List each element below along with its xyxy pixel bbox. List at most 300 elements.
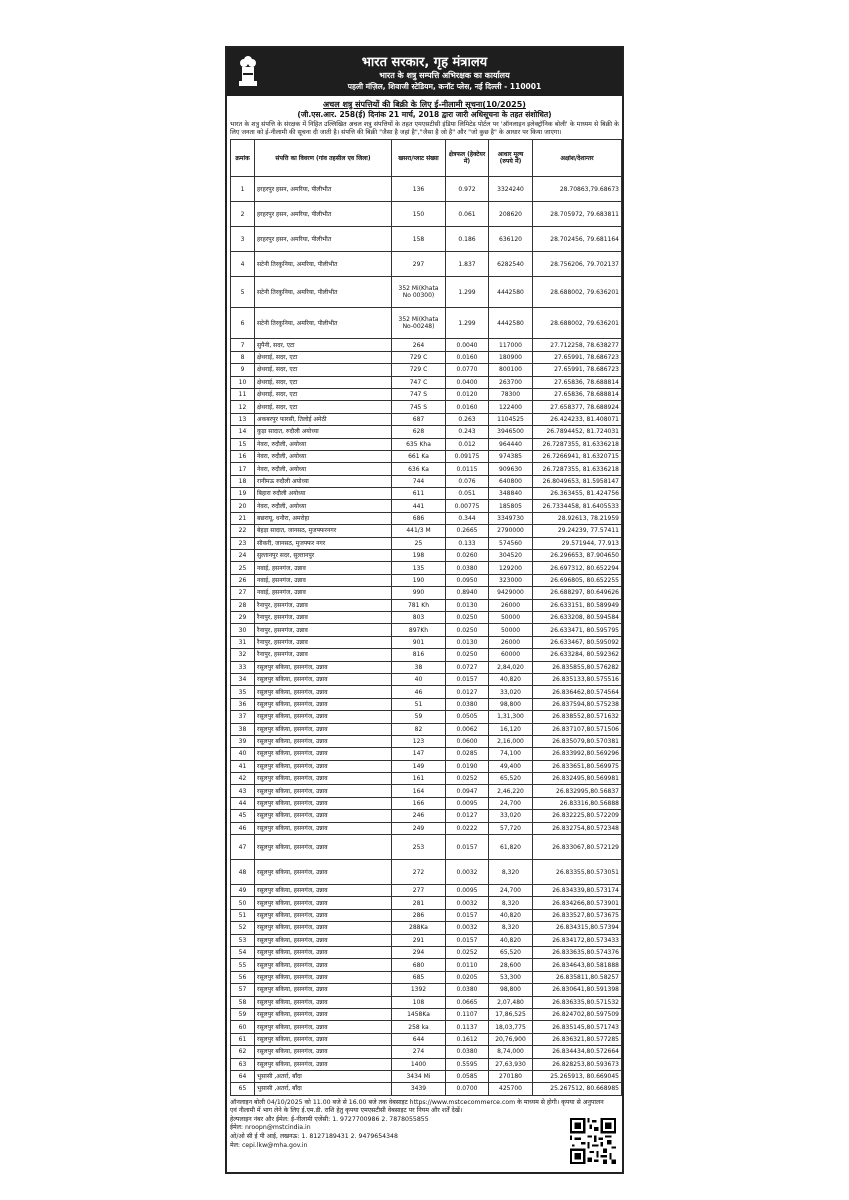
cell-property-description: रैनापुर, हसनगंज, उन्नाव — [255, 649, 392, 661]
table-row — [231, 1021, 622, 1033]
cell-coordinates: 26.828253,80.593673 — [533, 1058, 622, 1070]
cell-area: 0.1612 — [446, 1033, 489, 1045]
cell-plot-number: 288Ka — [392, 922, 446, 934]
cell-base-price: 74,100 — [489, 748, 533, 760]
table-row — [231, 587, 622, 599]
table-row — [231, 488, 622, 500]
cell-plot-number: 1458Ka — [392, 1008, 446, 1020]
cell-property-description: रसूलपुर बकिया, हसनगंज, उन्नाव — [255, 922, 392, 934]
cell-property-description: रसूलपुर बकिया, हसनगंज, उन्नाव — [255, 661, 392, 673]
cell-base-price: 18,03,775 — [489, 1021, 533, 1033]
cell-base-price: 24,700 — [489, 885, 533, 897]
cell-area: 0.0250 — [446, 624, 489, 636]
cell-base-price: 323000 — [489, 574, 533, 586]
cell-base-price: 122400 — [489, 401, 533, 413]
cell-area: 0.09175 — [446, 450, 489, 462]
cell-area: 0.0600 — [446, 735, 489, 747]
table-row — [231, 649, 622, 661]
table-row — [231, 723, 622, 735]
cell-plot-number: 3439 — [392, 1083, 446, 1095]
cell-area: 0.0127 — [446, 686, 489, 698]
cell-area: 0.0095 — [446, 797, 489, 809]
cell-base-price: 2,84,020 — [489, 661, 533, 673]
cell-property-description: बिहारा रुदौली अयोध्या — [255, 488, 392, 500]
cell-area: 0.2665 — [446, 525, 489, 537]
table-row — [231, 438, 622, 450]
cell-property-description: रैनापुर, हसनगंज, उन्नाव — [255, 599, 392, 611]
table-row — [231, 822, 622, 834]
cell-coordinates: 26.833992,80.569296 — [533, 748, 622, 760]
table-row — [231, 1046, 622, 1058]
cell-area: 0.0157 — [446, 934, 489, 946]
cell-plot-number: 108 — [392, 996, 446, 1008]
table-row — [231, 711, 622, 723]
table-row — [231, 698, 622, 710]
notice-subtitle: (जी.एस.आर. 258(ई) दिनांक 21 मार्च, 2018 द्वारा जारी अधिसूचना के तहत संशोधित) — [297, 110, 552, 119]
cell-serial-number: 50 — [231, 897, 255, 909]
cell-area: 0.1107 — [446, 1008, 489, 1020]
cell-area: 0.263 — [446, 413, 489, 425]
cell-serial-number: 7 — [231, 339, 255, 351]
cell-plot-number: 611 — [392, 488, 446, 500]
cell-plot-number: 147 — [392, 748, 446, 760]
table-row — [231, 1033, 622, 1045]
cell-area: 0.012 — [446, 438, 489, 450]
helpline-email: ईमेल: nroopn@mstcindia.in — [230, 1124, 311, 1132]
cell-area: 0.0130 — [446, 599, 489, 611]
cell-coordinates: 26.7287355, 81.6336218 — [533, 463, 622, 475]
cell-plot-number: 246 — [392, 810, 446, 822]
cell-serial-number: 17 — [231, 463, 255, 475]
table-row — [231, 227, 622, 252]
cell-base-price: 636120 — [489, 227, 533, 252]
cell-plot-number: 253 — [392, 835, 446, 860]
cell-coordinates: 26.424233, 81.408071 — [533, 413, 622, 425]
cell-coordinates: 26.833527,80.573675 — [533, 909, 622, 921]
cell-property-description: रसूलपुर बकिया, हसनगंज, उन्नाव — [255, 835, 392, 860]
cell-plot-number: 729 C — [392, 364, 446, 376]
cell-base-price: 65,520 — [489, 773, 533, 785]
cell-base-price: 208620 — [489, 202, 533, 227]
cell-serial-number: 48 — [231, 860, 255, 885]
cell-plot-number: 46 — [392, 686, 446, 698]
cell-plot-number: 744 — [392, 475, 446, 487]
cell-plot-number: 352 Mi(Khata No-00248) — [392, 308, 446, 339]
cell-property-description: नेवरा, रुदौली, अयोध्या — [255, 450, 392, 462]
cell-area: 0.0120 — [446, 388, 489, 400]
cell-base-price: 8,74,000 — [489, 1046, 533, 1058]
cell-plot-number: 82 — [392, 723, 446, 735]
cell-coordinates: 28.702456, 79.681164 — [533, 227, 622, 252]
cell-property-description: हरहरपुर हसन, अमरिया, पीलीभीत — [255, 227, 392, 252]
cell-area: 0.076 — [446, 475, 489, 487]
cell-coordinates: 26.836321,80.577285 — [533, 1033, 622, 1045]
cell-coordinates: 26.363455, 81.424756 — [533, 488, 622, 500]
cell-coordinates: 26.835133,80.575516 — [533, 673, 622, 685]
cell-base-price: 129200 — [489, 562, 533, 574]
cell-coordinates: 26.833651,80.569975 — [533, 760, 622, 772]
cell-property-description: रसूलपुर बकिया, हसनगंज, उन्नाव — [255, 735, 392, 747]
cell-base-price: 1104525 — [489, 413, 533, 425]
cell-property-description: क्षेथराई, सदर, एटा — [255, 376, 392, 388]
cell-coordinates: 27.712258, 78.638277 — [533, 339, 622, 351]
cell-coordinates: 26.296653, 87.904650 — [533, 550, 622, 562]
cell-plot-number: 40 — [392, 673, 446, 685]
cell-property-description: भुसासी ,अतर्रा, बाँदा — [255, 1070, 392, 1082]
cell-area: 0.0040 — [446, 339, 489, 351]
cell-base-price: 6282540 — [489, 252, 533, 277]
cell-base-price: 270180 — [489, 1070, 533, 1082]
cell-base-price: 263700 — [489, 376, 533, 388]
cell-serial-number: 58 — [231, 996, 255, 1008]
cell-plot-number: 441 — [392, 500, 446, 512]
cell-plot-number: 281 — [392, 897, 446, 909]
notice-footer — [227, 1096, 622, 1151]
cell-area: 0.0380 — [446, 562, 489, 574]
cell-serial-number: 49 — [231, 885, 255, 897]
cell-coordinates: 26.836462,80.574564 — [533, 686, 622, 698]
cell-property-description: हरहरपुर हसन, अमरिया, पीलीभीत — [255, 177, 392, 202]
cell-coordinates: 26.697312, 80.652294 — [533, 562, 622, 574]
cell-coordinates: 28.688002, 79.636201 — [533, 277, 622, 308]
cell-base-price: 3324240 — [489, 177, 533, 202]
table-row — [231, 773, 622, 785]
cell-area: 0.0400 — [446, 376, 489, 388]
cell-plot-number: 747 S — [392, 388, 446, 400]
cell-coordinates: 26.633467, 80.595092 — [533, 636, 622, 648]
cell-coordinates: 26.836335,80.571532 — [533, 996, 622, 1008]
cell-area: 0.972 — [446, 177, 489, 202]
table-row — [231, 1058, 622, 1070]
cell-coordinates: 28.70863,79.68673 — [533, 177, 622, 202]
cell-plot-number: 635 Kha — [392, 438, 446, 450]
cell-base-price: 2790000 — [489, 525, 533, 537]
cell-serial-number: 16 — [231, 450, 255, 462]
cell-serial-number: 64 — [231, 1070, 255, 1082]
cell-property-description: रैनापुर, हसनगंज, उन्नाव — [255, 612, 392, 624]
cell-coordinates: 26.837107,80.571506 — [533, 723, 622, 735]
cell-base-price: 8,320 — [489, 897, 533, 909]
cell-coordinates: 29.24239, 77.57411 — [533, 525, 622, 537]
cell-serial-number: 59 — [231, 1008, 255, 1020]
cell-area: 0.0252 — [446, 773, 489, 785]
cell-area: 0.0032 — [446, 860, 489, 885]
cell-property-description: रैनापुर, हसनगंज, उन्नाव — [255, 636, 392, 648]
cell-plot-number: 644 — [392, 1033, 446, 1045]
cell-plot-number: 272 — [392, 860, 446, 885]
cell-property-description: रसूलपुर बकिया, हसनगंज, उन्नाव — [255, 1033, 392, 1045]
cell-area: 0.0110 — [446, 959, 489, 971]
cell-area: 0.051 — [446, 488, 489, 500]
table-row — [231, 810, 622, 822]
cell-serial-number: 20 — [231, 500, 255, 512]
cell-property-description: रसूलपुर बकिया, हसनगंज, उन्नाव — [255, 860, 392, 885]
cell-plot-number: 166 — [392, 797, 446, 809]
cell-property-description: बछरायू, धनौरा, अमरोहा — [255, 512, 392, 524]
cell-serial-number: 55 — [231, 959, 255, 971]
cell-base-price: 2,16,000 — [489, 735, 533, 747]
cell-base-price: 57,720 — [489, 822, 533, 834]
table-row — [231, 413, 622, 425]
cell-coordinates: 26.835855,80.576282 — [533, 661, 622, 673]
helpline-text: हेल्पलाइन नंबर और ईमेल: ई-नीलामी एजेंसी: 1. 9727700986 2. 7878055855 — [230, 1115, 429, 1123]
cell-plot-number: 901 — [392, 636, 446, 648]
cell-serial-number: 13 — [231, 413, 255, 425]
table-row — [231, 426, 622, 438]
cell-plot-number: 1400 — [392, 1058, 446, 1070]
cell-base-price: 40,820 — [489, 673, 533, 685]
cell-base-price: 964440 — [489, 438, 533, 450]
cell-plot-number: 729 C — [392, 351, 446, 363]
cell-area: 0.0157 — [446, 909, 489, 921]
table-row — [231, 673, 622, 685]
cell-area: 0.0250 — [446, 612, 489, 624]
cell-property-description: सटेनी तिरकुनिया, अमरिया, पीलीभीत — [255, 308, 392, 339]
cell-base-price: 425700 — [489, 1083, 533, 1095]
cell-property-description: रसूलपुर बकिया, हसनगंज, उन्नाव — [255, 698, 392, 710]
cell-property-description: रसूलपुर बकिया, हसनगंज, उन्नाव — [255, 909, 392, 921]
cell-serial-number: 51 — [231, 909, 255, 921]
table-row — [231, 550, 622, 562]
cell-area: 0.8940 — [446, 587, 489, 599]
cell-plot-number: 149 — [392, 760, 446, 772]
col-header-coordinates: अक्षांश/देशान्तर — [533, 140, 622, 177]
cell-area: 0.0205 — [446, 971, 489, 983]
table-row — [231, 308, 622, 339]
cell-area: 0.0585 — [446, 1070, 489, 1082]
cell-coordinates: 26.7894452, 81.724031 — [533, 426, 622, 438]
cell-serial-number: 5 — [231, 277, 255, 308]
cell-area: 0.0380 — [446, 1046, 489, 1058]
table-row — [231, 475, 622, 487]
cell-plot-number: 51 — [392, 698, 446, 710]
cell-plot-number: 264 — [392, 339, 446, 351]
cell-coordinates: 26.830641,80.591398 — [533, 984, 622, 996]
cell-plot-number: 3434 Mi — [392, 1070, 446, 1082]
cell-property-description: रसूलपुर बकिया, हसनगंज, उन्नाव — [255, 959, 392, 971]
cell-area: 0.0130 — [446, 636, 489, 648]
cell-coordinates: 28.705972, 79.683811 — [533, 202, 622, 227]
table-header-row — [231, 140, 622, 177]
table-row — [231, 537, 622, 549]
cell-base-price: 117000 — [489, 339, 533, 351]
cell-property-description: नेवरा, रुदौली, अयोध्या — [255, 438, 392, 450]
table-row — [231, 686, 622, 698]
table-row — [231, 922, 622, 934]
cell-coordinates: 26.8049653, 81.5958147 — [533, 475, 622, 487]
col-header-area: क्षेत्रफल (हेक्टेयर में) — [446, 140, 489, 177]
cell-serial-number: 43 — [231, 785, 255, 797]
cell-serial-number: 8 — [231, 351, 255, 363]
table-row — [231, 946, 622, 958]
cell-serial-number: 40 — [231, 748, 255, 760]
table-row — [231, 512, 622, 524]
table-row — [231, 760, 622, 772]
cell-area: 0.0032 — [446, 897, 489, 909]
cell-property-description: रसूलपुर बकिया, हसनगंज, उन्नाव — [255, 711, 392, 723]
cell-plot-number: 136 — [392, 177, 446, 202]
cell-coordinates: 26.834434,80.572664 — [533, 1046, 622, 1058]
cell-area: 1.299 — [446, 308, 489, 339]
cell-base-price: 348840 — [489, 488, 533, 500]
cell-coordinates: 26.838552,80.571632 — [533, 711, 622, 723]
cell-serial-number: 30 — [231, 624, 255, 636]
table-row — [231, 463, 622, 475]
cell-plot-number: 816 — [392, 649, 446, 661]
cell-property-description: नवाई, हसनगंज, उन्नाव — [255, 587, 392, 599]
cell-plot-number: 249 — [392, 822, 446, 834]
cell-plot-number: 277 — [392, 885, 446, 897]
cell-coordinates: 26.835079,80.570381 — [533, 735, 622, 747]
cell-property-description: क्षेथराई, सदर, एटा — [255, 364, 392, 376]
cell-property-description: रसूलपुर बकिया, हसनगंज, उन्नाव — [255, 673, 392, 685]
cell-coordinates: 27.658377, 78.688924 — [533, 401, 622, 413]
table-row — [231, 500, 622, 512]
cell-property-description: सीकरी, जानसठ, मुजफ्फर नगर — [255, 537, 392, 549]
cell-base-price: 8,320 — [489, 922, 533, 934]
cell-property-description: क्षेथराई, सदर, एटा — [255, 388, 392, 400]
cell-serial-number: 53 — [231, 934, 255, 946]
cell-coordinates: 28.756206, 79.702137 — [533, 252, 622, 277]
cell-base-price: 800100 — [489, 364, 533, 376]
cell-serial-number: 12 — [231, 401, 255, 413]
cell-plot-number: 158 — [392, 227, 446, 252]
cell-base-price: 26000 — [489, 636, 533, 648]
table-row — [231, 277, 622, 308]
auction-info: ऑनलाइन बोली 04/10/2025 को 11.00 बजे से 16.00 बजे तक वेबसाइट https://www.mstcecommerce.com के माध्यम से होगी। कृपया से अनुपालन एवं नीलामी में भाग लेने के लिए ई.एम.डी. राशि हेतु कृपया एमएसटीसी वेबसाइट पर नियम और शर्तें देखें। — [230, 1098, 604, 1115]
table-row — [231, 351, 622, 363]
cell-serial-number: 2 — [231, 202, 255, 227]
cell-property-description: रसूलपुर बकिया, हसनगंज, उन्नाव — [255, 1021, 392, 1033]
cell-base-price: 49,400 — [489, 760, 533, 772]
notice-title: अचल शत्रु संपत्तियों की बिक्री के लिए ई-नीलामी सूचना(10/2025) — [323, 100, 526, 109]
table-row — [231, 835, 622, 860]
cell-area: 0.0250 — [446, 649, 489, 661]
cell-serial-number: 15 — [231, 438, 255, 450]
cell-property-description: रसूलपुर बकिया, हसनगंज, उन्नाव — [255, 1058, 392, 1070]
cell-area: 0.0252 — [446, 946, 489, 958]
cell-serial-number: 24 — [231, 550, 255, 562]
cell-base-price: 4442580 — [489, 308, 533, 339]
cell-base-price: 26000 — [489, 599, 533, 611]
cell-base-price: 180900 — [489, 351, 533, 363]
cell-base-price: 3349730 — [489, 512, 533, 524]
table-row — [231, 996, 622, 1008]
cell-area: 0.0380 — [446, 698, 489, 710]
cell-serial-number: 23 — [231, 537, 255, 549]
col-header-sn: क्रमांक — [231, 140, 255, 177]
cell-area: 0.0505 — [446, 711, 489, 723]
table-row — [231, 1083, 622, 1095]
table-row — [231, 661, 622, 673]
cell-property-description: रसूलपुर बकिया, हसनगंज, उन्नाव — [255, 897, 392, 909]
cell-coordinates: 26.834172,80.573433 — [533, 934, 622, 946]
cell-plot-number: 38 — [392, 661, 446, 673]
office-name: भारत के शत्रु सम्पत्ति अभिरक्षक का कार्यालय — [379, 71, 510, 80]
cell-property-description: रसूलपुर बकिया, हसनगंज, उन्नाव — [255, 760, 392, 772]
cell-plot-number: 636 Ka — [392, 463, 446, 475]
cell-plot-number: 190 — [392, 574, 446, 586]
cell-property-description: नवाई, हसनगंज, उन्नाव — [255, 574, 392, 586]
cell-plot-number: 59 — [392, 711, 446, 723]
cell-base-price: 50000 — [489, 624, 533, 636]
cell-coordinates: 27.65991, 78.686723 — [533, 351, 622, 363]
cell-area: 1.837 — [446, 252, 489, 277]
cell-coordinates: 26.7334458, 81.6405533 — [533, 500, 622, 512]
cell-base-price: 65,520 — [489, 946, 533, 958]
cell-base-price: 20,76,900 — [489, 1033, 533, 1045]
table-row — [231, 252, 622, 277]
cell-serial-number: 47 — [231, 835, 255, 860]
cell-coordinates: 26.633151, 80.589949 — [533, 599, 622, 611]
cell-area: 0.0222 — [446, 822, 489, 834]
table-row — [231, 339, 622, 351]
cell-base-price: 185805 — [489, 500, 533, 512]
cell-serial-number: 35 — [231, 686, 255, 698]
cell-coordinates: 27.65836, 78.688814 — [533, 376, 622, 388]
cell-base-price: 40,820 — [489, 909, 533, 921]
cell-serial-number: 33 — [231, 661, 255, 673]
cell-coordinates: 26.824702,80.597509 — [533, 1008, 622, 1020]
table-row — [231, 785, 622, 797]
cell-base-price: 2,07,480 — [489, 996, 533, 1008]
cell-property-description: रसूलपुर बकिया, हसनगंज, उन्नाव — [255, 934, 392, 946]
cell-property-description: रसूलपुर बकिया, हसनगंज, उन्नाव — [255, 885, 392, 897]
cell-coordinates: 27.65836, 78.688814 — [533, 388, 622, 400]
cell-coordinates: 26.837594,80.575238 — [533, 698, 622, 710]
cell-plot-number: 803 — [392, 612, 446, 624]
cell-base-price: 53,300 — [489, 971, 533, 983]
cell-area: 0.0157 — [446, 835, 489, 860]
cell-area: 0.0115 — [446, 463, 489, 475]
cell-property-description: रसूलपुर बकिया, हसनगंज, उन्नाव — [255, 810, 392, 822]
cell-coordinates: 26.688297, 80.649626 — [533, 587, 622, 599]
cell-coordinates: 26.832225,80.572209 — [533, 810, 622, 822]
cell-coordinates: 26.834266,80.573901 — [533, 897, 622, 909]
cell-serial-number: 26 — [231, 574, 255, 586]
cell-area: 0.1137 — [446, 1021, 489, 1033]
table-row — [231, 909, 622, 921]
cell-coordinates: 26.83316,80.56888 — [533, 797, 622, 809]
cell-area: 0.0380 — [446, 984, 489, 996]
table-row — [231, 934, 622, 946]
cell-property-description: सटेनी तिरकुनिया, अमरिया, पीलीभीत — [255, 252, 392, 277]
cell-property-description: बेहड़ा सादात, जानसठ, मुजफ्फरनगर — [255, 525, 392, 537]
table-row — [231, 562, 622, 574]
cell-coordinates: 26.633208, 80.594584 — [533, 612, 622, 624]
cell-plot-number: 680 — [392, 959, 446, 971]
cell-serial-number: 18 — [231, 475, 255, 487]
cell-plot-number: 781 Kh — [392, 599, 446, 611]
cell-coordinates: 26.835811,80.58257 — [533, 971, 622, 983]
cell-property-description: कुड़ा सादात, रुदौली अयोध्या — [255, 426, 392, 438]
cell-property-description: रसूलपुर बकिया, हसनगंज, उन्नाव — [255, 748, 392, 760]
cell-plot-number: 441/3 M — [392, 525, 446, 537]
cell-serial-number: 45 — [231, 810, 255, 822]
cell-serial-number: 28 — [231, 599, 255, 611]
cell-plot-number: 745 S — [392, 401, 446, 413]
cell-plot-number: 161 — [392, 773, 446, 785]
cell-serial-number: 11 — [231, 388, 255, 400]
cell-area: 0.344 — [446, 512, 489, 524]
cell-coordinates: 26.7266941, 81.6320715 — [533, 450, 622, 462]
cell-area: 1.299 — [446, 277, 489, 308]
officer-email: मेल: cepi.lkw@mha.gov.in — [230, 1141, 308, 1149]
cell-area: 0.186 — [446, 227, 489, 252]
cell-plot-number: 897Kh — [392, 624, 446, 636]
table-row — [231, 636, 622, 648]
cell-serial-number: 56 — [231, 971, 255, 983]
